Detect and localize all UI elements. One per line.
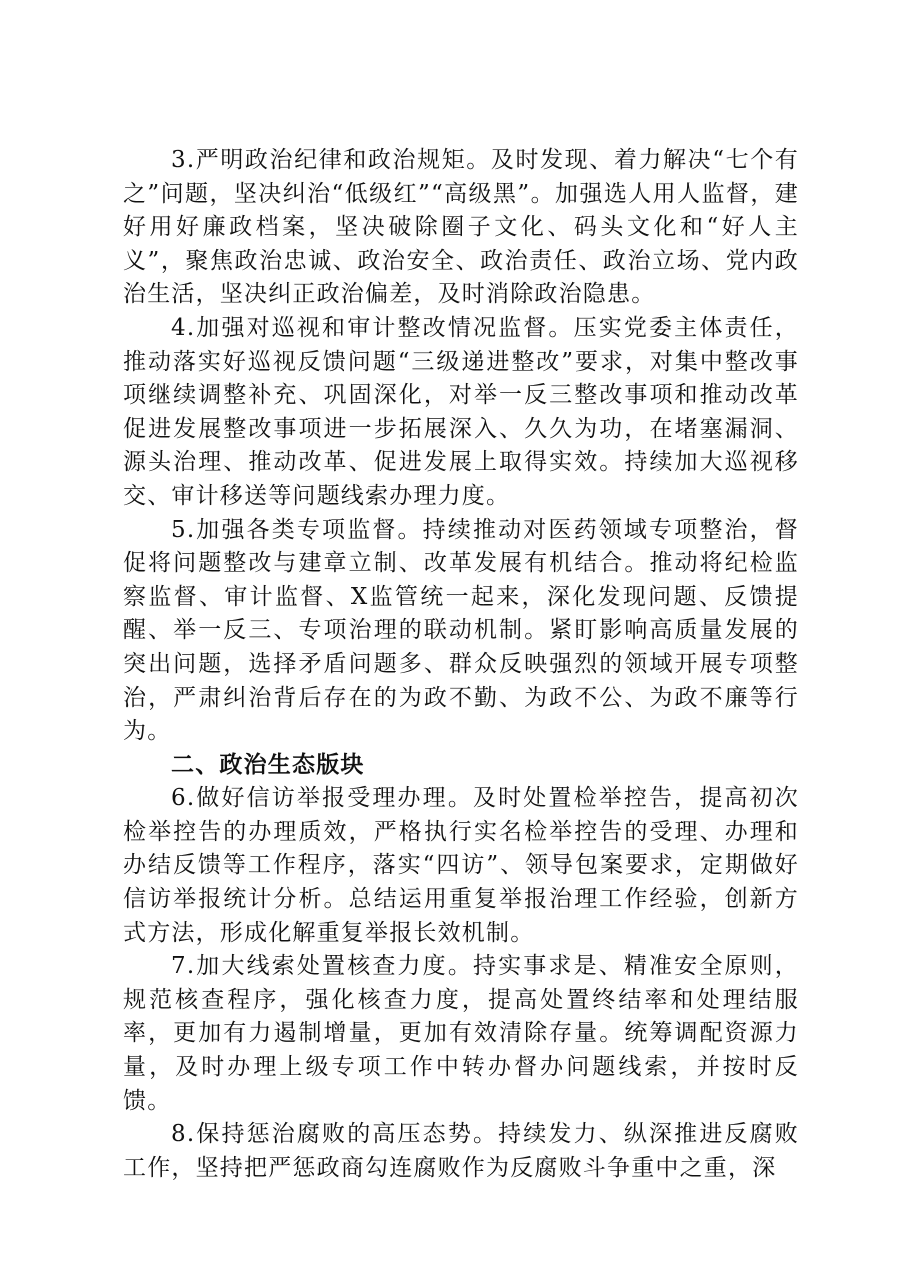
document-body bbox=[123, 144, 799, 1185]
paragraph-3: 3.严明政治纪律和政治规矩。及时发现、着力解决“七个有之”问题，坚决纠治“低级红”“高级黑”。加强选人用人监督，建好用好廉政档案，坚决破除圈子文化、码头文化和“好人主义”，聚焦政治忠诚、政治安全、政治责任、政治立场、党内政治生活，坚决纠正政治偏差，及时消除政治隐患。 bbox=[123, 147, 799, 308]
section-heading: 二、政治生态版块 bbox=[171, 751, 365, 778]
paragraph-5: 5.加强各类专项监督。持续推动对医药领域专项整治，督促将问题整改与建章立制、改革发展有机结合。推动将纪检监察监督、审计监督、X监管统一起来，深化发现问题、反馈提醒、举一反三、专项治理的联动机制。紧盯影响高质量发展的突出问题，选择矛盾问题多、群众反映强烈的领域开展专项整治，严肃纠治背后存在的为政不勤、为政不公、为政不廉等行为。 bbox=[123, 516, 799, 745]
paragraph-7: 7.加大线索处置核查力度。持实事求是、精准安全原则，规范核查程序，强化核查力度，提高处置终结率和处理结服率，更加有力遏制增量，更加有效清除存量。统筹调配资源力量，及时办理上级专项工作中转办督办问题线索，并按时反馈。 bbox=[123, 953, 799, 1114]
paragraph-6: 6.做好信访举报受理办理。及时处置检举控告，提高初次检举控告的办理质效，严格执行实名检举控告的受理、办理和办结反馈等工作程序，落实“四访”、领导包案要求，定期做好信访举报统计分析。总结运用重复举报治理工作经验，创新方式方法，形成化解重复举报长效机制。 bbox=[123, 785, 799, 946]
paragraph-4: 4.加强对巡视和审计整改情况监督。压实党委主体责任，推动落实好巡视反馈问题“三级递进整改”要求，对集中整改事项继续调整补充、巩固深化，对举一反三整改事项和推动改革促进发展整改事项进一步拓展深入、久久为功，在堵塞漏洞、源头治理、推动改革、促进发展上取得实效。持续加大巡视移交、审计移送等问题线索办理力度。 bbox=[123, 314, 799, 509]
paragraph-8: 8.保持惩治腐败的高压态势。持续发力、纵深推进反腐败工作，坚持把严惩政商勾连腐败作为反腐败斗争重中之重，深 bbox=[123, 1121, 799, 1181]
